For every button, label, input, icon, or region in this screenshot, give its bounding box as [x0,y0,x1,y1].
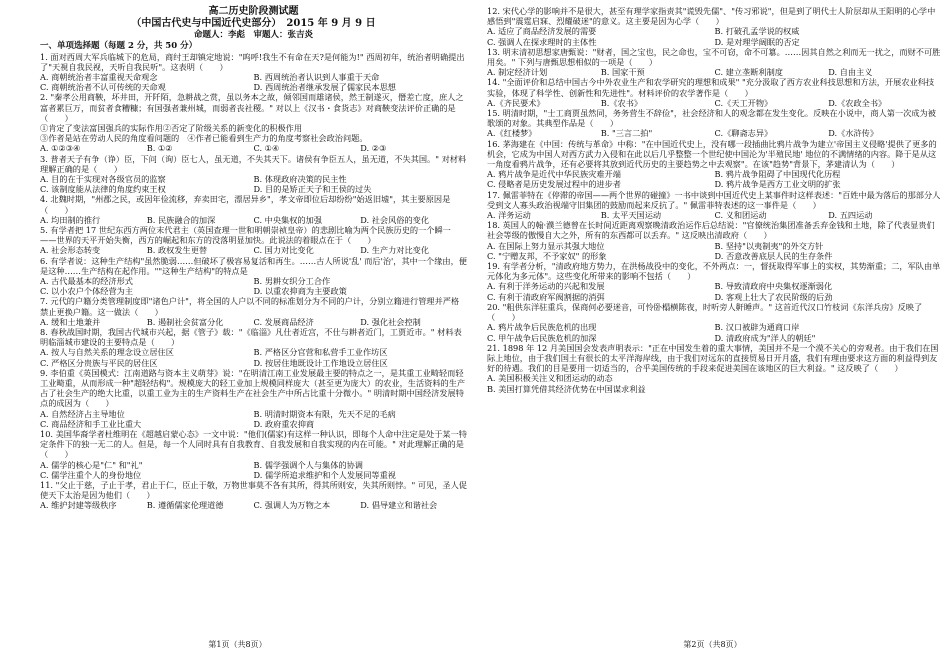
option: C.《聊斋志异》 [714,128,773,139]
option: A.《红楼梦》 [487,128,537,139]
question-2: 2. "秦孝公用商鞅，坏井田，开阡陌，急耕战之赏，虽以务本之故，倾邻国而雄诸侯，然王制遂灭，僭差亡度，庶人之富者累巨万，而贫者食糟糠；有国强者兼州城，而弱者丧社稷。" 对以上《汉书・食货志》对商鞅变法评价正确的是（ ） [40,92,464,123]
question-14-options [487,98,942,108]
question-12-options [487,26,942,46]
question-20-options [487,322,942,342]
question-3: 3. 普者天子有争（诤）臣，下问（询）臣七人，虽无道，不失其天下。诸侯有争臣五人，虽无道，不失其国。" 对材料理解正确的是（ ） [40,153,467,174]
option: A. 缓和土地兼并 [40,316,101,327]
page-right [475,0,950,658]
question-6: 6. 有学者说：这种生产结构"虽然脆弱……但破坏了极容易复活和再生。……古人所说'乱' 而后'治'，其中一个缘由，便是这种……生产结构在起作用。""这种生产结构"的特点是 [40,255,467,276]
option: B. 体现政府决策的民主性 [253,173,347,184]
option: D. 生产力对比变化 [360,245,430,256]
option: B. 遏制社会贫富分化 [146,316,224,327]
option: A. 按人与自然关系的理念设立居住区 [40,347,174,358]
question-16: 16. 茅海建在《中国：传统与革命》中称："在中国近代史上，没有哪一段插曲比鸦片战争为建立'帝国主义侵略'提供了更多的机会，它成为中国人对西方武力入侵和在此以后几乎整整一个世纪使中国沦为'半殖民地' 地位的不满情绪的内容。降于是从这一角度看鸦片战争，还有必要将其放到近代历史的主要趋势之中去观察"。在该"趋势"背景下，茅建清认为（ ） [487,138,937,170]
option: B. 美国打算凭借其经济优势在中国谋求利益 [487,383,646,394]
option: A. 制定经济计划 [487,67,548,78]
option: A. 适应了商品经济发展的需要 [487,26,597,37]
question-8: 8. 春秋战国时期，我国古代城市兴起，据《管子》载："《临淄》凡仕者近宫，不仕与耕者近门，工贾近市。" 材料表明临淄城市建设的主要特点是（ ） [40,326,462,348]
question-2-options [40,143,467,153]
question-10-options [40,460,467,480]
option: A. 维护封建等级秩序 [40,500,117,511]
option: C. 强调人为万物之本 [253,500,331,511]
option: A. 鸦片战争后民族危机的出现 [487,322,597,333]
option: B. "三言二拍" [600,128,653,139]
question-17: 17. 佩雷菲特在《停滞的帝国——两个世界的碰撞》一书中谈到中国近代史上某事件时这样表述："百姓中最为落后的那部分人受到文人寡头政治视端守旧集团的鼓励而起来反抗了。" 佩雷菲特表述的这一事件是（ ） [487,189,941,210]
option: D. 客观上壮大了农民阶级的后劲 [714,291,833,302]
option: B. ①② [146,143,173,154]
option: C. 建立垄断利制度 [714,67,783,78]
option: A. 美国积极关注义和团运动的动态 [487,373,613,384]
option: B. 男耕女织分工合作 [253,275,331,286]
option: D. 自由主义 [828,67,873,78]
option: C. 有利于清政府军阀割据的消弭 [487,291,605,302]
option: B. 民族融合的加深 [146,214,216,225]
option: C. 发展商品经济 [253,316,314,327]
question-15: 15. 明清时期，"士工商贾虽然同，务务营生不辞俭"，社会经济和人的观念都在发生变化。反映在小说中，商人第一次成为被歌颂的对象。其典型作品是（ ） [487,108,936,129]
question-20: 20. "粗供东洋驻重兵，保商何必要迷音，可怜卧榻横陈夜，时听旁人鼾睡声。" 这首近代汉口竹枝词《东洋兵房》反映了（ ） [487,301,923,323]
option: A. 古代最基本的经济形式 [40,275,133,286]
option: A. 社会形态转变 [40,245,101,256]
option: D. 社会风俗的变化 [360,214,430,225]
option: B. 西周统治者认识到人事重于天命 [253,71,380,82]
option: D.《农政全书》 [828,97,887,108]
option: A.《齐民要术》 [487,97,545,108]
question-8-options [40,347,467,367]
option: A. 鸦片战争是近代中华民族灾难开端 [487,169,621,180]
question-17-options [487,210,942,220]
question-21: 21. 1898 年 12 月美国国会发表声明表示："正在中国发生着的重大事情，美国并不是一个漠不关心的旁观者。由于我们在国际上地位，由于我们国土有很长的太平洋海岸线，由于我们对远东的直接贸易日开月盛，我们有理由要求这方面的利益得到友好的待遇。我们的目是要用一切适当的，合乎美国传统的手段来促进美国在该地区的巨大利益。" 这反映了（ ） [487,342,939,374]
option: A. 有利于洋务运动的兴起和发展 [487,281,605,292]
option: D. 按居住地既设计工作地设立居住区 [253,357,388,368]
question-19-options [487,281,942,301]
exam-title: 高二历史阶段测试题 [208,6,299,17]
option: D. 以重农抑商为主要政策 [253,286,347,297]
option: C. 商朝统治者不认可传统的天命观 [40,82,166,93]
question-18-options [487,241,942,261]
question-11: 11. "父止于慈，子止于孝，君止于仁，臣止于敬，万物世事莫不各有其所，得其所则安，失其所则悖。" 可见，圣人促使天下太治是因为他们（ ） [40,480,467,501]
option: C. 侵略者是历史发展过程中的进步者 [487,179,621,190]
option: D. 西周统治者继承发展了儒家民本思想 [253,82,396,93]
option: C. 国力对比变化 [253,245,314,256]
option: B. 汉口被辟为通商口岸 [714,322,800,333]
option: C.《天工开物》 [714,97,773,108]
option: D. 倡导建立和谐社会 [360,500,438,511]
question-7-options [40,317,467,327]
question-18: 18. 英国人的翰·濮兰德曾在长时间近距离观察晚清政治运作后总结说："官僚统治集团准备丢弃金钱和土地，除了代表显贵们社会等级的傲慢自大之外，所有的东西都可以丢弃。" 这反映出清政府（ ） [487,220,935,241]
option: D. 儒学所追求维护和个人发展同等重视 [253,469,396,480]
option: D. 鸦片战争是西方工业文明的扩张 [714,179,841,190]
option: A. 洋务运动 [487,210,531,221]
option: A. 儒学的核心是"仁" 和"礼" [40,459,143,470]
question-10: 10. 美国华裔学者杜维明在《超越启蒙心态》一文中说："他们(儒家)有这样一种认识，即每个人命中注定是处于某一特定条件下的独一无二的人。但是，每一个人同时具有自我教育、自我发展和自我实现的内在可能。" 对此理解正确的是（ ） [40,429,467,460]
option: A. 目的在于实现对各级官员的监察 [40,173,166,184]
option: A. 自然经济占主导地位 [40,408,125,419]
option: A. ①②③④ [40,143,81,154]
option: D. 五四运动 [828,210,873,221]
question-9: 9. 李伯重《英国模式：江南道路与资本主义萌芽》说："在明清江南工业发展最主要的特点之一，是其重工业畸轻而轻工业畸重，从而形成一种"超轻结构"。规模庞大的轻工业加上规模同样庞大（甚至更为庞大）的农业，生活资料的生产占了社会生产的绝大比重，以重工业为主的生产资料生产在社会生产中所占比重十分微小。" 明清时期中国经济发展特点的成因为（ ） [40,367,466,409]
question-11-options [40,500,467,510]
option: C. 该制度能从法律的角度约束王权 [40,184,166,195]
option: B. 严格区分官营和私营手工业作坊区 [253,347,388,358]
option: B. 政权发生更替 [146,245,208,256]
option: A. 在国际上努力显示其强大地位 [487,240,605,251]
option: B. 儒学强调个人与集体的协调 [253,459,363,470]
question-2-items: ①肯定了变法富国强兵的实际作用②否定了阶级关系的新变化的积极作用 [40,122,303,133]
option: B.《农书》 [600,97,643,108]
option: C. 强调人在探求理时的主体性 [487,36,597,47]
page-number: 第1页（共8页） [208,640,267,649]
question-13-options [487,67,942,77]
question-5: 5. 有学者把 17 世纪东西方两位末代君主（英国查理一世和明朝崇祯皇帝）的悲剧比喻为两个民族历史的一个瞬一——世界的天平开始失衡，西方的崛起和东方的没落明显加快。此说法的着眼点在于（ ） [40,224,451,246]
option: C. 商品经济和手工业比重大 [40,418,142,429]
question-3-options [40,174,467,194]
option: D. 政府重农抑商 [253,418,315,429]
option: B. 太平天国运动 [600,210,662,221]
option: C. 以小农户个体经营为主 [40,286,134,297]
question-13: 13. 明末清初思想家唐甄说："财者，国之宝也，民之命也，宝不可窃，命不可簒。……因其自然之利而无一扰之，而财不可胜用矣。" 下列与唐甄思想相似的一项是（ ） [487,46,941,68]
question-19: 19. 有学者分析，"清政府地方势力，在洪杨战役中的变化，不外两点：一，督抚取得军事上的实权，其势渐重；二，军队由单元体化为多元体"。这些变化所带来的影响不包括（ ） [487,261,941,282]
option: A. 均田制的推行 [40,214,101,225]
option: C. 儒学注重个人的身份地位 [40,469,142,480]
exam-subtitle: （中国古代史与中国近代史部分） 2015 年 9 月 9 日 [131,18,376,29]
option: D. ②③ [360,143,387,154]
option: D. 强化社会控制 [360,316,421,327]
question-4-options [40,215,467,225]
question-6-options [40,276,467,296]
question-5-options [40,245,467,255]
question-2-items-2: ③作者是站在劳动人民的角度看问题的 ④作者已能看到生产力的角度考察社会政治问题。 [40,133,368,144]
question-15-options [487,128,942,138]
question-1-options [40,72,467,92]
authors: 命题人：李彪 审题人：张吉炎 [193,30,313,40]
option: A. 商朝统治者丰富重视天命观念 [40,71,158,82]
question-12: 12. 宋代心学的影响并不是很大，甚至有理学家指责其"谎毁先儒"、"传习邪说"，但是到了明代士人阶层却从王阳明的心学中感悟到"震霆启寐、烈耀破迷"的意义。这主要是因为心学（ ） [487,6,936,27]
option: C. 甲午战争后民族危机的加深 [487,332,597,343]
option: D. 目的是矫正天子和王侯的过失 [253,184,372,195]
question-14: 14. "全面评价和总结中国古今中外农业生产和农学研究的理想和成果" "充分汲取了西方农业科技思想和方法，开展农业科技实验，体现了科学性、创新性和先进性"。材料评价的农学著作是（ ） [487,77,935,98]
option: B. 明清时期资本有限，先天不足的毛病 [253,408,396,419]
option: D. 是对理学阔眠的否定 [714,36,800,47]
section-heading: 一、单项选择题（每题 2 分，共 50 分） [40,41,198,51]
question-16-options [487,169,942,189]
option: C. 义和团运动 [714,210,767,221]
question-9-options [40,409,467,429]
question-1: 1. 面对西周大军兵临城下的危局，商纣王却镇定地说："呜呼!我生不有命在天?是何能为!" 西周初年，统治者明确提出了"天視自我民视，天听自我民听"。这表明（ ） [40,51,465,72]
page-number: 第2页（共8页） [683,640,742,649]
option: C. ①④ [253,143,280,154]
option: C. "宁赠友邦，不予家奴" 的形象 [487,250,607,261]
option: B. 导致清政府中央集权逐渐弱化 [714,281,833,292]
option: B. 鸦片战争阻碍了中国现代化历程 [714,169,841,180]
option: D. 清政府成为"洋人的朝廷" [714,332,816,343]
option: D.《水浒传》 [828,128,879,139]
option: B. 遵循儒家伦理道德 [146,500,224,511]
question-4: 4. 北魏时期，"州郡之民，或因年俭流移，弃卖田宅，漂居异乡"，孝文帝即位后却纷纷"始返旧墟"，其主要原因是（ ） [40,194,451,215]
question-7: 7. 元代的户籍分类管理制度即"诸色户计"，将全国的人户以不同的标准划分为不同的户计，分别立籍进行管理并严格禁止更换户籍。这一做法（ ） [40,296,460,317]
option: B. 打破孔孟学说的权威 [714,26,800,37]
option: B. 坚持"以夷制夷"的外交方针 [714,240,824,251]
option: D. 否意改善底层人民的生存条件 [714,250,833,261]
option: C. 严格区分贵族与平民的居住区 [40,357,158,368]
option: C. 中央集权的加强 [253,214,322,225]
option: B. 国家干预 [600,67,645,78]
